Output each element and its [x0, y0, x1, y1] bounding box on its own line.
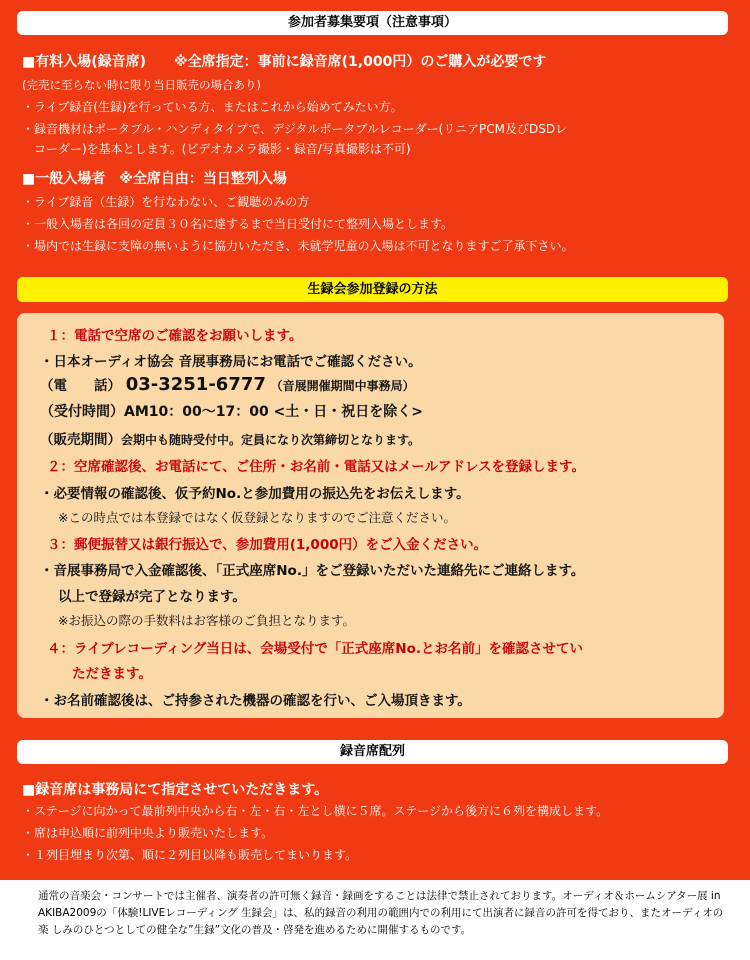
general-item-1: ・ライブ録音（生録）を行なわない、ご観聴のみの方	[22, 195, 310, 209]
step-3-sub-2: 以上で登録が完了となります。	[58, 589, 246, 605]
step-4-sub: ・お名前確認後は、ご持参された機器の確認を行い、ご入場頂きます。	[40, 693, 471, 709]
tel-label: （電 話）	[40, 378, 121, 394]
step-2-note: ※この時点では本登録ではなく仮登録となりますのでご注意ください。	[58, 510, 456, 525]
step-1-sub: ・日本オーディオ協会 音展事務局にお電話でご確認ください。	[40, 354, 422, 370]
tel-note: （音展開催期間中事務局）	[270, 379, 415, 393]
seating-item-2: ・席は申込順に前列中央より販売いたします。	[22, 826, 274, 840]
step-2-sub: ・必要情報の確認後、仮予約No.と参加費用の振込先をお伝えします。	[40, 486, 470, 502]
section-title-requirements: 参加者募集要項（注意事項）	[17, 11, 728, 35]
step-3-note: ※お振込の際の手数料はお客様のご負担となります。	[58, 613, 355, 628]
step-2: ２：空席確認後、お電話にて、ご住所・お名前・電話又はメールアドレスを登録します。	[47, 459, 585, 475]
paid-item-2: ・録音機材はポータブル・ハンディタイプで、デジタルポータブルレコーダー(リニアPCM及びDSDレ	[22, 122, 568, 136]
paid-item-3: コーダー)を基本とします。(ビデオカメラ撮影・録音/写真撮影は不可)	[22, 142, 411, 156]
tel-line	[40, 374, 415, 395]
tel-number: 03-3251-6777	[125, 374, 266, 395]
step-4-line-2: ただきます。	[72, 666, 152, 682]
step-3-sub-1: ・音展事務局で入金確認後、「正式座席No.」をご登録いただいた連絡先にご連絡します。	[40, 563, 585, 579]
general-item-2: ・一般入場者は各回の定員３０名に達するまで当日受付にて整列入場とします。	[22, 217, 454, 231]
sales-label: （販売期間）	[40, 432, 121, 448]
seating-item-1: ・ステージに向かって最前列中央から右・左・右・左とし横に５席。ステージから後方に６列を構成します。	[22, 804, 609, 818]
paid-item-1: ・ライブ録音(生録)を行っている方、またはこれから始めてみたい方。	[22, 100, 403, 114]
sales-text: 会期中も随時受付中。定員になり次第締切となります。	[121, 433, 421, 447]
sales-period	[40, 428, 420, 448]
seating-item-3: ・１列目埋まり次第、順に２列目以降も販売してまいります。	[22, 848, 358, 862]
step-1: １：電話で空席のご確認をお願いします。	[47, 328, 303, 344]
step-4-line-1: ４：ライブレコーディング当日は、会場受付で「正式座席No.とお名前」を確認させてい	[47, 641, 584, 657]
section-title-registration: 生録会参加登録の方法	[17, 277, 728, 302]
legal-footer: 通常の音楽会・コンサートでは主催者、演奏者の許可無く録音・録画をすることは法律で禁止されております。オーディオ＆ホームシアター展 in AKIBA2009の「体験!LIVEレコーディング 生録会」は、私的録音の利用の範囲内での利用にて出演者に録音の許可を得ており、またオーディオの楽 しみのひとつとしての健全な”生録”文化の普及・啓発を進めるために開催するものです。	[38, 890, 724, 936]
general-item-3: ・場内では生録に支障の無いように協力いただき、未就学児童の入場は不可となりますご了承下さい。	[22, 239, 574, 253]
general-entry-heading: ■一般入場者 ※全席自由：当日整列入場	[22, 171, 287, 187]
reception-hours: （受付時間）AM10：00〜17：00 <土・日・祝日を除く>	[40, 404, 424, 420]
step-3: ３：郵便振替又は銀行振込で、参加費用(1,000円）をご入金ください。	[47, 537, 488, 553]
seating-heading: ■録音席は事務局にて指定させていただきます。	[22, 782, 329, 798]
section-title-seating: 録音席配列	[17, 740, 728, 764]
paid-entry-heading: ■有料入場(録音席) ※全席指定：事前に録音席(1,000円）のご購入が必要です	[22, 54, 547, 70]
paid-entry-note: (完売に至らない時に限り当日販売の場合あり)	[22, 78, 261, 92]
